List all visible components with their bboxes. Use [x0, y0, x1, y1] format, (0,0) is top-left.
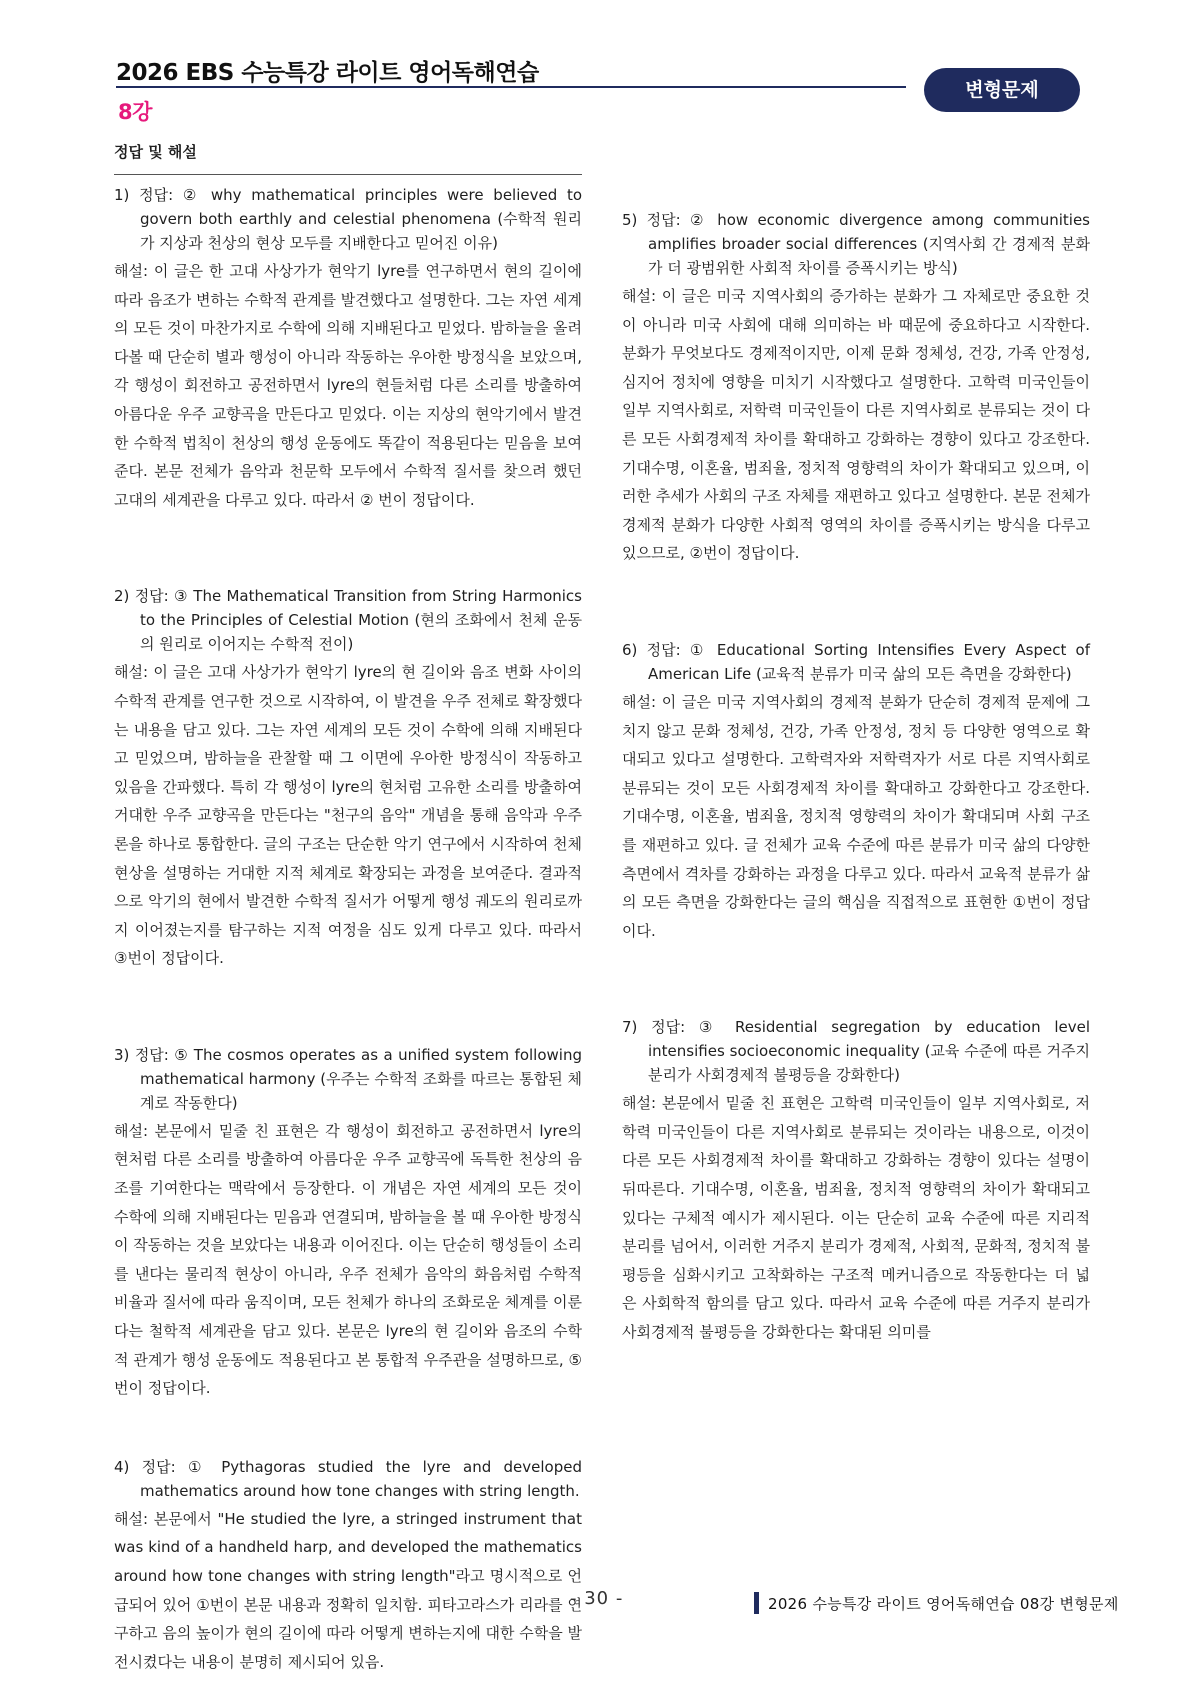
page-number: - 30 -: [570, 1588, 624, 1609]
answer-6: 6) 정답: ① Educational Sorting Intensifies Every Aspect of American Life (교육적 분류가 미국 삶의 모든 측면을 강화한다): [622, 640, 1090, 683]
right-column: [622, 138, 1090, 1347]
lesson-label: 8강: [118, 100, 152, 124]
explanation-3: 해설: 본문에서 밑줄 친 표현은 각 행성이 회전하고 공전하면서 lyre의 현처럼 다른 소리를 방출하여 아름다운 우주 교향곡에 독특한 천상의 음조를 기여한다는 맥락에서 등장한다. 이 개념은 자연 세계의 모든 것이 수학에 의해 지배된다는 믿음과 연결되며, 밤하늘을 볼 때 우아한 방정식이 작동하는 것을 보았다는 내용과 이어진다. 이는 단순히 행성들이 소리를 낸다는 물리적 현상이 아니라, 우주 전체가 음악의 화음처럼 수학적 비율과 질서에 따라 움직이며, 모든 천체가 하나의 조화로운 체계를 이룬다는 철학적 세계관을 담고 있다. 본문은 lyre의 현 길이와 음조의 수학적 관계가 행성 운동에도 적용된다고 본 통합적 우주관을 설명하므로, ⑤번이 정답이다.: [114, 1121, 582, 1398]
explanation-7: 해설: 본문에서 밑줄 친 표현은 고학력 미국인들이 일부 지역사회로, 저학력 미국인들이 다른 지역사회로 분류되는 것이라는 내용으로, 이것이 다른 모든 사회경제적 차이를 확대하고 강화하는 경향이 있다는 설명이 뒤따른다. 기대수명, 이혼율, 범죄율, 정치적 영향력의 차이가 확대되고 있다는 구체적 예시가 제시된다. 이는 단순히 교육 수준에 따른 지리적 분리를 넘어서, 이러한 거주지 분리가 경제적, 사회적, 문화적, 정치적 불평등을 심화시키고 고착화하는 구조적 메커니즘으로 작동한다는 더 넓은 사회학적 함의를 담고 있다. 따라서 교육 수준에 따른 거주지 분리가 사회경제적 불평등을 강화한다는 확대된 의미를: [622, 1094, 1090, 1342]
left-column: [114, 138, 582, 1676]
footer-accent-bar: [754, 1592, 759, 1614]
header-title: 2026 EBS 수능특강 라이트 영어독해연습: [116, 60, 539, 86]
answer-2: 2) 정답: ③ The Mathematical Transition from String Harmonics to the Principles of Celestial Motion (현의 조화에서 천체 운동의 원리로 이어지는 수학적 전이): [114, 587, 582, 654]
answer-1: 1) 정답: ② why mathematical principles were believed to govern both earthly and celestial phenomena (수학적 원리가 지상과 천상의 현상 모두를 지배한다고 믿어진 이유): [114, 186, 582, 252]
section-title: 정답 및 해설: [114, 143, 197, 161]
section-divider: [114, 174, 582, 175]
answer-3: 3) 정답: ⑤ The cosmos operates as a unified system following mathematical harmony (우주는 수학적 조화를 따르는 통합된 체계로 작동한다): [114, 1045, 582, 1112]
explanation-4: 해설: 본문에서 "He studied the lyre, a stringed instrument that was kind of a handheld harp, and developed the mathematics around how tone changes with string length"라고 명시적으로 언급되어 있어 ①번이 본문 내용과 정확히 일치함. 피타고라스가 리라를 연구하고 음의 높이가 현의 길이에 따라 어떻게 변하는지에 대한 수학을 발전시켰다는 내용이 분명히 제시되어 있음.: [114, 1509, 582, 1671]
explanation-1: 해설: 이 글은 한 고대 사상가가 현악기 lyre를 연구하면서 현의 길이에 따라 음조가 변하는 수학적 관계를 발견했다고 설명한다. 그는 자연 세계의 모든 것이 마찬가지로 수학에 의해 지배된다고 믿었다. 밤하늘을 올려다볼 때 단순히 별과 행성이 아니라 작동하는 우아한 방정식을 보았으며, 각 행성이 회전하고 공전하면서 lyre의 현들처럼 다른 소리를 방출하여 아름다운 우주 교향곡을 만든다고 믿었다. 이는 지상의 현악기에서 발견한 수학적 법칙이 천상의 행성 운동에도 똑같이 적용된다는 믿음을 보여준다. 본문 전체가 음악과 천문학 모두에서 수학적 질서를 찾으려 했던 고대의 세계관을 다루고 있다. 따라서 ② 번이 정답이다.: [114, 262, 582, 509]
variant-badge: 변형문제: [924, 68, 1080, 112]
explanation-2: 해설: 이 글은 고대 사상가가 현악기 lyre의 현 길이와 음조 변화 사이의 수학적 관계를 연구한 것으로 시작하여, 이 발견을 우주 전체로 확장했다는 내용을 담고 있다. 그는 자연 세계의 모든 것이 수학에 의해 지배된다고 믿었으며, 밤하늘을 관찰할 때 그 이면에 우아한 방정식이 작동하고 있음을 간파했다. 특히 각 행성이 lyre의 현처럼 고유한 소리를 방출하여 거대한 우주 교향곡을 만든다는 "천구의 음악" 개념을 통해 음악과 우주론을 하나로 통합한다. 글의 구조는 단순한 악기 연구에서 시작하여 천체 현상을 설명하는 거대한 지적 체계로 확장되는 과정을 보여준다. 결과적으로 악기의 현에서 발견한 수학적 질서가 어떻게 행성 궤도의 원리로까지 이어졌는지를 탐구하는 지적 여정을 심도 있게 다루고 있다. 따라서 ③번이 정답이다.: [114, 663, 582, 968]
explanation-6: 해설: 이 글은 미국 지역사회의 경제적 분화가 단순히 경제적 문제에 그치지 않고 문화 정체성, 건강, 가족 안정성, 정치 등 다양한 영역으로 확대되고 있다고 설명한다. 고학력자와 저학력자가 서로 다른 지역사회로 분류되는 것이 모든 사회경제적 차이를 확대하고 강화한다고 강조한다. 기대수명, 이혼율, 범죄율, 정치적 영향력의 차이가 확대되며 사회 구조를 재편하고 있다. 글 전체가 교육 수준에 따른 분류가 미국 삶의 다양한 측면에서 격차를 강화하는 과정을 다루고 있다. 따라서 교육적 분류가 삶의 모든 측면을 강화한다는 글의 핵심을 직접적으로 표현한 ①번이 정답이다.: [622, 692, 1090, 940]
answer-5: 5) 정답: ② how economic divergence among communities amplifies broader social differences (지역사회 간 경제적 분화가 더 광범위한 사회적 차이를 증폭시키는 방식): [622, 211, 1090, 277]
header-divider: [116, 86, 906, 88]
answer-7: 7) 정답: ③ Residential segregation by education level intensifies socioeconomic inequality (교육 수준에 따른 거주지 분리가 사회경제적 불평등을 강화한다): [622, 1018, 1090, 1085]
footer-title: 2026 수능특강 라이트 영어독해연습 08강 변형문제: [768, 1595, 1119, 1613]
answer-4: 4) 정답: ① Pythagoras studied the lyre and developed mathematics around how tone changes with string length.: [114, 1457, 582, 1500]
explanation-5: 해설: 이 글은 미국 지역사회의 증가하는 분화가 그 자체로만 중요한 것이 아니라 미국 사회에 대해 의미하는 바 때문에 중요하다고 시작한다. 분화가 무엇보다도 경제적이지만, 이제 문화 정체성, 건강, 가족 안정성, 심지어 정치에 영향을 미치기 시작했다고 설명한다. 고학력 미국인들이 일부 지역사회로, 저학력 미국인들이 다른 지역사회로 분류되는 것이 다른 모든 사회경제적 차이를 확대하고 강화하는 경향이 있다고 강조한다. 기대수명, 이혼율, 범죄율, 정치적 영향력의 차이가 확대되고 있으며, 이러한 추세가 사회의 구조 자체를 재편하고 있다고 설명한다. 본문 전체가 경제적 분화가 다양한 사회적 영역의 차이를 증폭시키는 방식을 다루고 있으므로, ②번이 정답이다.: [622, 287, 1090, 563]
